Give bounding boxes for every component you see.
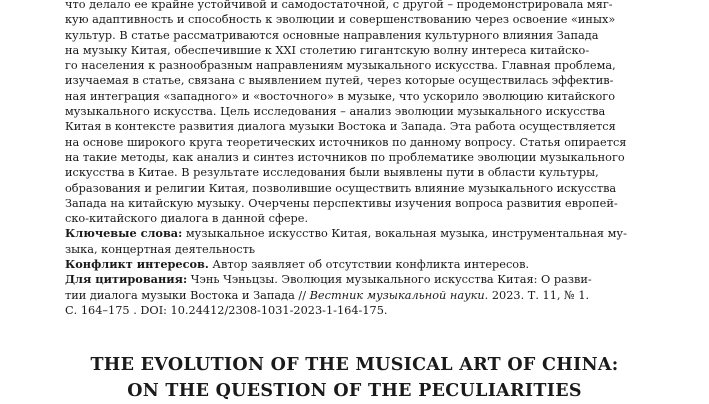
abstract-line: изучаемая в статье, связана с выявлением путей, через которые осуществилась эффектив- bbox=[65, 74, 614, 88]
keywords-label: Ключевые слова: bbox=[65, 226, 183, 241]
citation-text-cont: тии диалога музыки Востока и Запада // bbox=[65, 288, 310, 302]
abstract-line: культур. В статье рассматриваются основные направления культурного влияния Запада bbox=[65, 28, 599, 42]
abstract-line: на музыку Китая, обеспечившие к XXI столетию гигантскую волну интереса китайско- bbox=[65, 43, 590, 57]
keywords-text-cont: зыка, концертная деятельность bbox=[65, 242, 256, 256]
english-title-line: ON THE QUESTION OF THE PECULIARITIES bbox=[127, 381, 582, 401]
citation-text: Чэнь Чэньцзы. Эволюция музыкального искусства Китая: О разви- bbox=[187, 273, 592, 287]
abstract-line: музыкального искусства. Цель исследования – анализ эволюции музыкального искусства bbox=[65, 105, 606, 119]
abstract-line: на основе широкого круга теоретических источников по данному вопросу. Статья опирается bbox=[65, 135, 627, 149]
conflict-text: Автор заявляет об отсутствии конфликта интересов. bbox=[208, 258, 530, 272]
article-abstract-page bbox=[65, 0, 645, 318]
abstract-line: искусства в Китае. В результате исследования были выявлены пути в области культуры, bbox=[65, 166, 599, 180]
abstract-line: ско-китайского диалога в данной сфере. bbox=[65, 212, 309, 226]
english-title bbox=[0, 352, 709, 404]
citation-label: Для цитирования: bbox=[65, 272, 188, 287]
abstract-line: ная интеграция «западного» и «восточного» в музыке, что ускорило эволюцию китайского bbox=[65, 89, 616, 103]
abstract-line: что делало ее крайне устойчивой и самодостаточной, с другой – продемонстрировала мяг- bbox=[65, 0, 613, 11]
keywords-block bbox=[65, 226, 645, 257]
citation-journal: Вестник музыкальной науки bbox=[309, 288, 485, 302]
conflict-block bbox=[65, 257, 645, 272]
abstract-line: Китая в контексте развития диалога музыки Востока и Запада. Эта работа осуществляется bbox=[65, 120, 616, 134]
abstract-line: образования и религии Китая, позволившие осуществить влияние музыкального искусства bbox=[65, 181, 617, 195]
citation-doi: С. 164–175 . DOI: 10.24412/2308-1031-2023-1-164-175. bbox=[65, 303, 388, 317]
conflict-label: Конфликт интересов. bbox=[65, 257, 209, 272]
keywords-text: музыкальное искусство Китая, вокальная музыка, инструментальная му- bbox=[182, 227, 627, 241]
abstract-paragraph bbox=[65, 0, 645, 226]
citation-volume: . 2023. Т. 11, № 1. bbox=[484, 288, 590, 302]
abstract-line: Запада на китайскую музыку. Очерчены перспективы изучения вопроса развития европей- bbox=[65, 196, 618, 210]
abstract-line: го населения к разнообразным направлениям музыкального искусства. Главная проблема, bbox=[65, 59, 616, 73]
english-title-line: THE EVOLUTION OF THE MUSICAL ART OF CHINA: bbox=[90, 355, 619, 375]
citation-block bbox=[65, 272, 645, 318]
abstract-line: кую адаптивность и способность к эволюции и совершенствованию через освоение «иных» bbox=[65, 13, 616, 27]
abstract-line: на такие методы, как анализ и синтез источников по проблематике эволюции музыкального bbox=[65, 150, 625, 164]
